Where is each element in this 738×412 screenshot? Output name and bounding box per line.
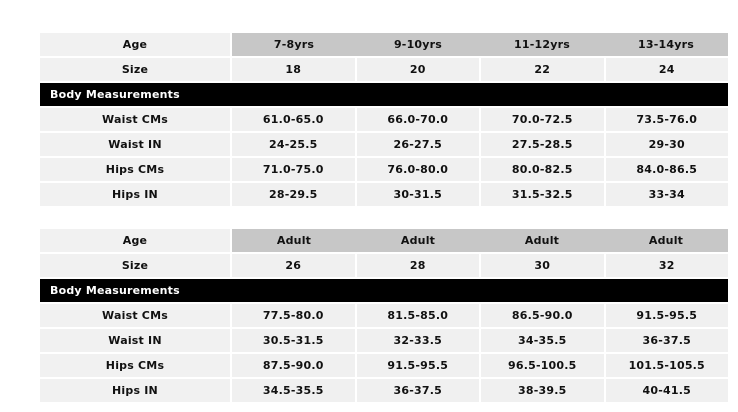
value-cell: 101.5-105.5 <box>606 354 729 377</box>
age-cell: 13-14yrs <box>638 38 694 51</box>
size-table-kids <box>40 33 728 206</box>
age-cell: 11-12yrs <box>514 38 570 51</box>
value-cell: 96.5-100.5 <box>481 354 604 377</box>
value-cell: 38-39.5 <box>481 379 604 402</box>
value-cell: 76.0-80.0 <box>357 158 480 181</box>
value-cell: 66.0-70.0 <box>357 108 480 131</box>
value-cell: 33-34 <box>606 183 729 206</box>
measurement-row-hips-cms <box>40 354 728 377</box>
measurement-row-waist-cms <box>40 108 728 131</box>
age-cell: Adult <box>276 234 312 247</box>
value-cell: 34.5-35.5 <box>232 379 355 402</box>
row-label: Waist CMs <box>40 108 230 131</box>
age-header-bar <box>232 229 728 252</box>
size-cell: 24 <box>606 58 729 81</box>
value-cell: 32-33.5 <box>357 329 480 352</box>
age-row-label: Age <box>40 229 230 252</box>
value-cell: 84.0-86.5 <box>606 158 729 181</box>
age-header-bar <box>232 33 728 56</box>
measurement-row-waist-cms <box>40 304 728 327</box>
value-cell: 61.0-65.0 <box>232 108 355 131</box>
value-cell: 81.5-85.0 <box>357 304 480 327</box>
value-cell: 87.5-90.0 <box>232 354 355 377</box>
value-cell: 29-30 <box>606 133 729 156</box>
value-cell: 31.5-32.5 <box>481 183 604 206</box>
age-row <box>40 229 728 252</box>
age-cell: Adult <box>648 234 684 247</box>
section-row <box>40 83 728 106</box>
value-cell: 91.5-95.5 <box>606 304 729 327</box>
size-cell: 32 <box>606 254 729 277</box>
row-label: Hips CMs <box>40 354 230 377</box>
size-row <box>40 58 728 81</box>
row-label: Hips IN <box>40 183 230 206</box>
row-label: Waist IN <box>40 133 230 156</box>
value-cell: 73.5-76.0 <box>606 108 729 131</box>
row-label: Hips CMs <box>40 158 230 181</box>
age-row <box>40 33 728 56</box>
value-cell: 36-37.5 <box>357 379 480 402</box>
value-cell: 24-25.5 <box>232 133 355 156</box>
measurement-row-waist-in <box>40 329 728 352</box>
value-cell: 34-35.5 <box>481 329 604 352</box>
value-cell: 27.5-28.5 <box>481 133 604 156</box>
size-row-label: Size <box>40 58 230 81</box>
size-table-adult <box>40 229 728 402</box>
age-cell: 9-10yrs <box>393 38 443 51</box>
size-cell: 30 <box>481 254 604 277</box>
measurement-row-hips-in <box>40 379 728 402</box>
row-label: Hips IN <box>40 379 230 402</box>
value-cell: 30-31.5 <box>357 183 480 206</box>
size-row <box>40 254 728 277</box>
value-cell: 26-27.5 <box>357 133 480 156</box>
size-cell: 28 <box>357 254 480 277</box>
row-label: Waist IN <box>40 329 230 352</box>
size-cell: 26 <box>232 254 355 277</box>
measurement-row-waist-in <box>40 133 728 156</box>
value-cell: 86.5-90.0 <box>481 304 604 327</box>
size-cell: 18 <box>232 58 355 81</box>
section-row <box>40 279 728 302</box>
size-cell: 20 <box>357 58 480 81</box>
age-cell: Adult <box>400 234 436 247</box>
value-cell: 71.0-75.0 <box>232 158 355 181</box>
section-title: Body Measurements <box>50 88 180 101</box>
value-cell: 36-37.5 <box>606 329 729 352</box>
value-cell: 70.0-72.5 <box>481 108 604 131</box>
age-cell: Adult <box>524 234 560 247</box>
size-row-label: Size <box>40 254 230 277</box>
value-cell: 28-29.5 <box>232 183 355 206</box>
measurement-row-hips-cms <box>40 158 728 181</box>
age-cell: 7-8yrs <box>273 38 315 51</box>
value-cell: 30.5-31.5 <box>232 329 355 352</box>
row-label: Waist CMs <box>40 304 230 327</box>
size-cell: 22 <box>481 58 604 81</box>
value-cell: 80.0-82.5 <box>481 158 604 181</box>
section-title: Body Measurements <box>50 284 180 297</box>
age-row-label: Age <box>40 33 230 56</box>
measurement-row-hips-in <box>40 183 728 206</box>
value-cell: 77.5-80.0 <box>232 304 355 327</box>
value-cell: 91.5-95.5 <box>357 354 480 377</box>
value-cell: 40-41.5 <box>606 379 729 402</box>
